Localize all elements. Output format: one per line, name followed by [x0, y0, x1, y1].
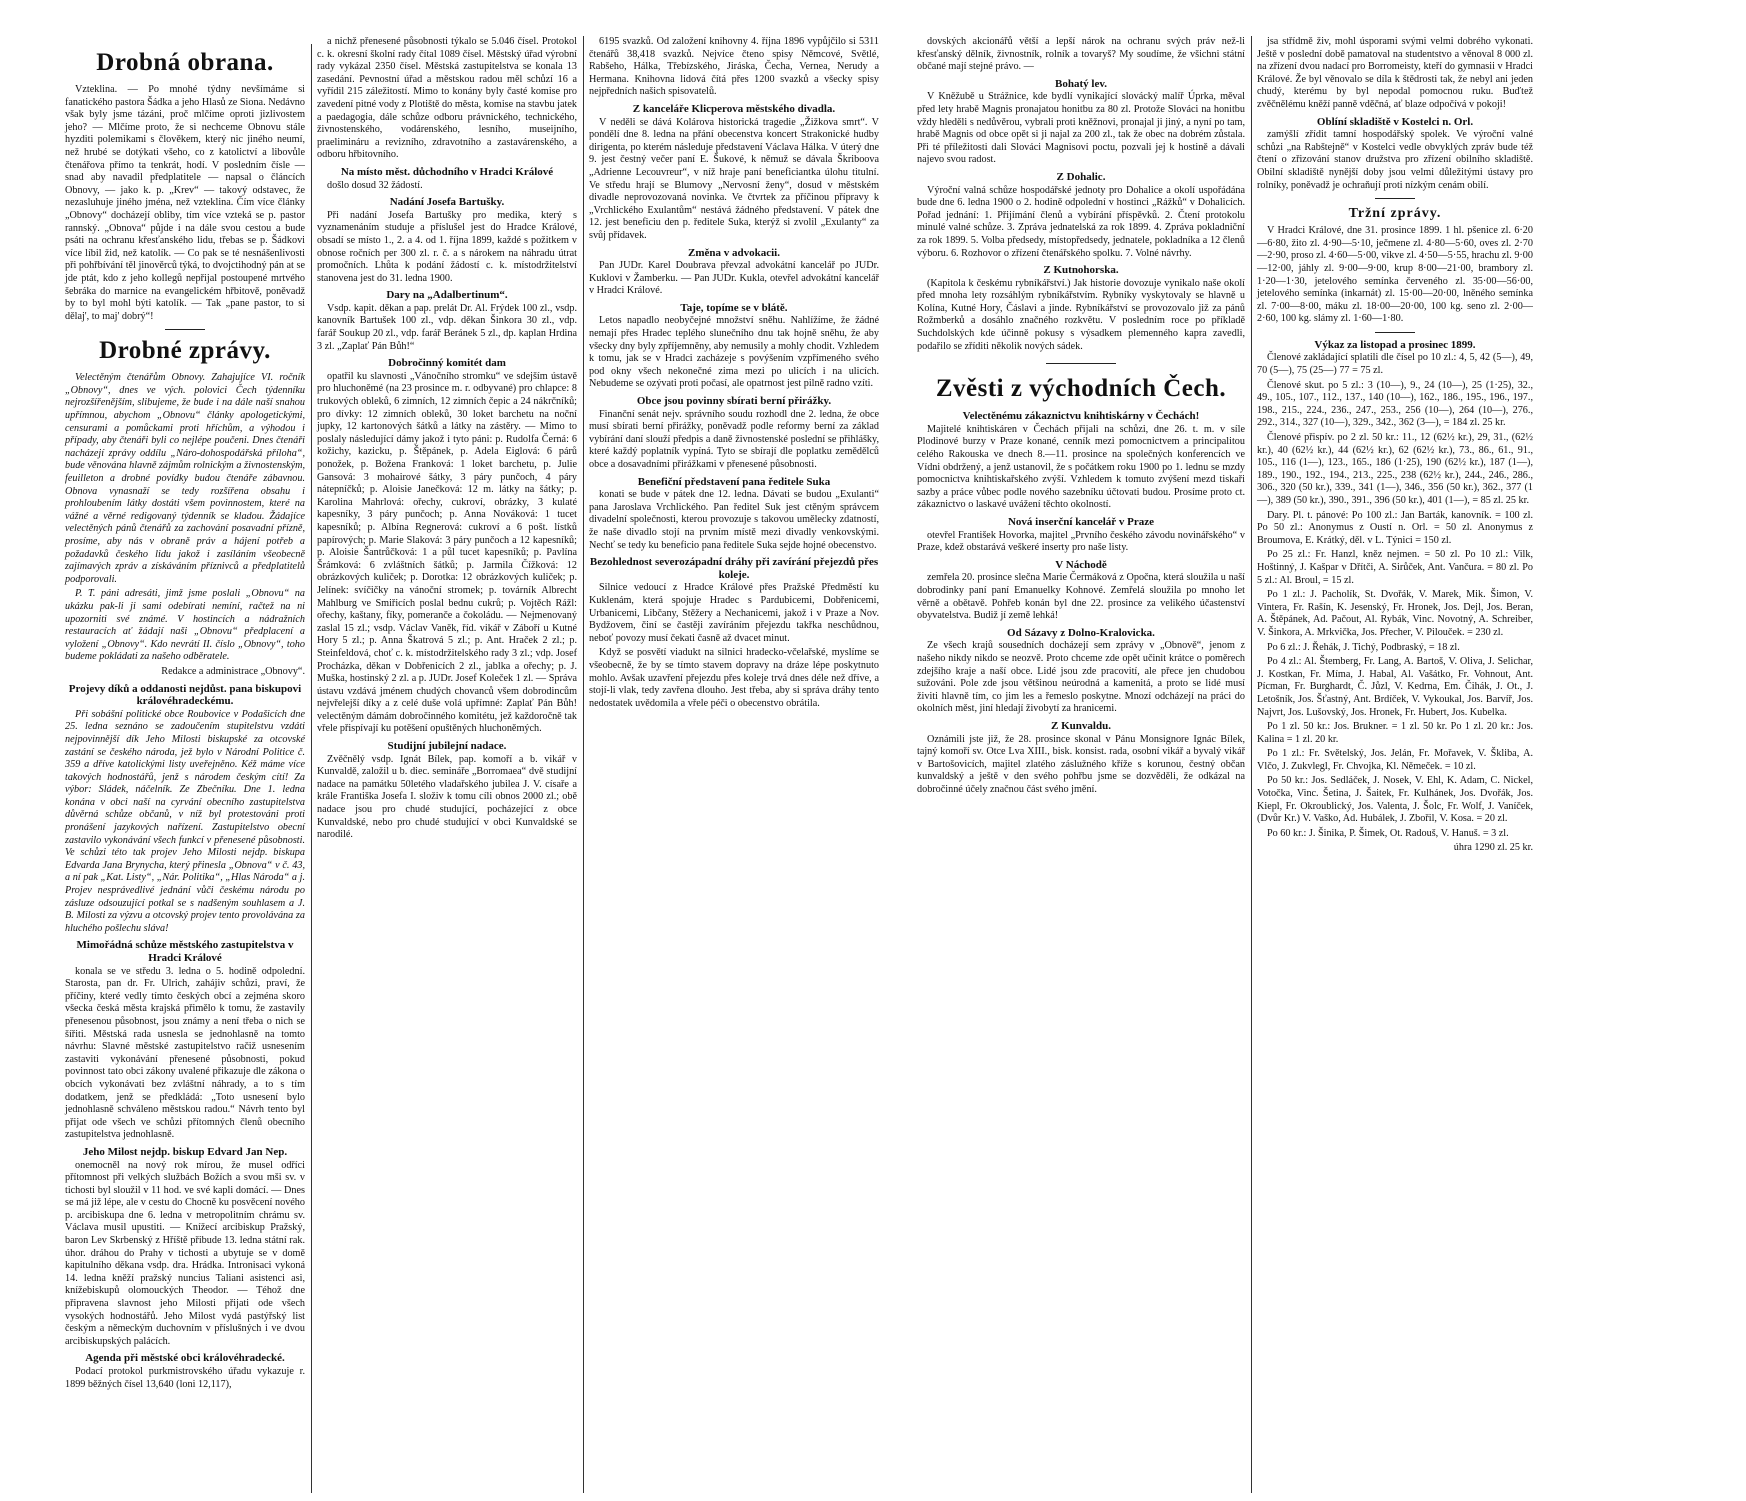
heading-knihtiskarny: Velectěnému zákaznictvu knihtiskárny v Čechách! — [962, 410, 1200, 423]
column-5 — [1254, 36, 1536, 1486]
article-klicperovo-divadlo: V neděli se dává Kolárova historická tragedie „Žižkova smrt“. V pondělí dne 8. ledna na přání obecenstva koncert Strakonické hudby dirigenta, po kterém následuje představení Václava Hálka. V úterý dne 9. jest čestný večer paní E. Šukové, k němuž se dávala Škriboova „Adrienne Lecouvreur“, v níž hraje paní beneficiantka úlohu titulní. Ve středu hrají se Blumovy „Nervosní ženy“, dosud v městském divadle neprovozovaná novinka. Ve čtvrtek za příčinou přípravy k „Vrchlického Exulantům“ nestává žádného představení. V pátek dne 12. jest beneficiu den p. ředitele Suka, kterýž si zvolil „Exulanty“ za svůj přídavek. — [589, 116, 879, 241]
heading-mistni-duchodni: Na místo měst. důchodního v Hradci Králové — [340, 165, 554, 178]
vykaz-po-4: Po 4 zl.: Al. Štemberg, Fr. Lang, A. Bartoš, V. Oliva, J. Selichar, J. Kostkan, Fr. Míma, J. Habal, Al. Vašátko, Fr. Vohnout, Ant. Pícman, Fr. Burghardt, Č. Jůzl, V. Kedrna, Em. Čihák, J. Ot., J. Letošník, Jos. Šťastný, Ant. Brdíček, V. Vykoukal, Jos. Barvíř, Jos. Najvrt, Jos. Lušovský, Jos. Hronek, Fr. Hubert, Jos. Kubelka. — [1257, 656, 1533, 718]
article-agenda: Podací protokol purkmistrovského úřadu vykazuje r. 1899 běžných čísel 13,640 (loni 12,117), — [65, 1366, 305, 1390]
vykaz-zakladajici: Členové zakládající splatili dle čísel po 10 zl.: 4, 5, 42 (5—), 49, 70 (5—), 75 (25—) 77 = 75 zl. — [1257, 352, 1533, 377]
article-obilni-skladiste: zamýšlí zřídit tamní hospodářský spolek. Ve výroční valné schůzi „na Rabštejně“ v Kostelci vedle obvyklých zpráv bude též čtení o zřizování stanov družstva pro zřízení obilního skladiště. Obilní skladiště nynější doby jsou velmi důležitými ústavy pro rolníky, poněvadž je ochraňují proti nízkým cenám obilí. — [1257, 129, 1533, 191]
heading-z-kutnohorska: Z Kutnohorska. — [1043, 264, 1119, 277]
column-rule — [583, 36, 584, 1493]
column-2 — [314, 36, 580, 1486]
article-velectenym-ctenarum: Velectěným čtenářům Obnovy. Zahajujíce VI. ročník „Obnovy“, dnes ve vých. polovici Čech týdenníku nejrozšířenějším, slibujeme, že bude i na dále naší snahou upřímnou, abychom „Obnovu“ články apologetickými, censurami a pomůckami proti hříchům, a výhodou i případy, aby čtenáři byli co nejlépe poučeni. Dnes čtenáři nacházejí zprávy oddílu „Náro-dohospodářská příloha“, bude věnována hlavně zájmům rolnickým a živnostenským, feuilleton a drobné povídky budou čtenáře zábavnou. Obnova vynasnaží se tedy rozšířena obsahu i prohloubením látky dostáti všem povinnostem, které na vážné a věrné redigovaný týdenník se kladou. Žádajíce velectěných pánů čtenářů za zachování posavadní přízně, prosíme, aby nás v obraně práv a hájení potřeb a požadavků českého lidu jakož i zasíláním všeobecně zajímavých zpráv a získáváním příznivců a předplatitelů podporovali. — [65, 372, 305, 585]
vykaz-po-1-b: Po 1 zl.: Fr. Světelský, Jos. Jelán, Fr. Mořavek, V. Škliba, A. Vlčo, J. Zukvlegl, Fr. Chvojka, Kl. Němeček. = 10 zl. — [1257, 748, 1533, 772]
article-studijni-nadace: Zvěčnělý vsdp. Ignát Bílek, pap. komoří a b. vikář v Kunvaldě, založil u b. diec. semináře „Borromaea“ dvě studijní nadace na památku 50letého vladařského jubilea J. V. císaře a krále Františka Josefa I. složiv k tomu cíli obnos 2000 zl.; obě nadace jsou pro chudé studující, pocházející z obce Kunvaldské, nebo pro chudé studující v obci Kunvaldské se narodilé. — [317, 753, 577, 841]
heading-dary-adalbertinum: Dary na „Adalbertinum“. — [386, 289, 508, 302]
vykaz-dary: Dary. Pl. t. pánové: Po 100 zl.: Jan Barták, kanovník. = 100 zl. Po 50 zl.: Anonymus z Oustí n. Orl. = 50 zl. Anonymus z Broumova, E. Krátký, děl. v L. Týnici = 150 zl. — [1257, 509, 1533, 546]
separator — [1375, 198, 1415, 199]
heading-z-kunvaldu: Z Kunvaldu. — [1051, 719, 1111, 732]
heading-zmena-advokacii: Změna v advokacii. — [688, 246, 780, 259]
article-v-nachode: zemřela 20. prosince slečna Marie Čermáková z Opočna, která sloužila u naší dobrodinky paní paní Emanuelky Kohnové. Zemřelá sloužila po mnoho let věrně a obětavě. Pohřeb konán byl dne 22. prosince za velikého účastenství obyvatelstva. Budiž jí země lehká! — [917, 572, 1245, 622]
heading-taje: Taje, topíme se v blátě. — [680, 301, 788, 314]
page-gutter — [886, 0, 910, 1501]
article-inserni-kancelar: otevřel František Hovorka, majitel „Prvního českého závodu novinářského“ v Praze, kdež obstarává veškeré inserty pro naše listy. — [917, 529, 1245, 554]
article-bohaty-lev: V Kněžubě u Strážnice, kde bydlí vynikající slovácký malíř Úprka, měval před lety hrabě Magnis pronajatou honitbu za 80 zl. Protože Slováci na honitbu vždy hleděli s nedůvěrou, vybrali proti kněžnovi, pronajal ji jiný, a nyní po tam, hrabě Magnis od obce opět si ji najal za 200 zl., tak že obec na dobrém zůstala. Při té příležitosti dali Slováci Magnisovi poctu, pozvali jej k hostině a dávali najevo svou radost. — [917, 91, 1245, 166]
column-rule — [311, 44, 312, 1493]
heading-bohaty-lev: Bohatý lev. — [1055, 77, 1107, 90]
article-trzni-zpravy: V Hradci Králové, dne 31. prosince 1899. 1 hl. pšenice zl. 6·20—6·80, žito zl. 4·90—5·10, ječmene zl. 4·80—5·60, oves zl. 2·70—2·90, proso zl. 4·60—5·00, vikve zl. 4·50—5·55, hrachu zl. 9·00—12·00, jáhly zl. 9·00—9·00, krup 8·00—21·00, brambory zl. 1·20—1·30, jetelového semínka červeného zl. 35·00—56·00, jetelového semínka (inkarnát) zl. 15·00—20·00, lněného semínka zl. 7·00—8·00, máku zl. 18·00—20·00, 100 kg. seno zl. 2·00—2·60, 100 kg. slámy zl. 1·60—1·80. — [1257, 225, 1533, 325]
article-beneficni-predstaveni: konati se bude v pátek dne 12. ledna. Dávati se budou „Exulanti“ pana Jaroslava Vrchlického. Pan ředitel Suk jest ctěným správcem divadelní společnosti, kterou provozuje s takovou umělecky zdatností, že naše divadlo stojí na prvním místě mezi divadly venkovskými. Nechť se tedy ku beneficio pana ředitele Suka sejde hojné obecenstvo. — [589, 489, 879, 551]
article-od-sazavy: Ze všech krajů sousedních docházejí sem zprávy v „Obnově“, jenom z našeho nikdy nikdo se neozvě. Proto chceme zde opět učinit krátce o poměrech zdejšího kraje a naší obce. Lidé jsou zde pracovití, ale přece jen chudobou sužováni. Pole zde jsou většinou neúrodná a kamenitá, a proto se lidé musí živiti hlavně tím, co jim les a řemeslo poskytne. Mnozí odcházejí na práci do okolních měst, jiní hledají živobytí za hranicemi. — [917, 640, 1245, 715]
heading-z-dohalic: Z Dohalic. — [1056, 170, 1106, 183]
article-projevy-diku: Při sobášní politické obce Roubovice v Podašicích dne 25. ledna seznáno se zadoučením stupitelstvu vzdáti nejpovinnější dík Jeho Milosti biskupské za otcovské zastání se českého národa, jež bylo v Národní Politice č. 359 a dříve katolickými listy uveřejněno. Kéž máme více takových hodnostářů, jenž s národem českým cítí! Za výbor: Sládek, náčelník. Ze Zbečníku. Dne 1. ledna konána v obci naší na cyrvání obecního zastupitelstva důvěrná schůze občanů, v níž byl protestováni proti pronášení jazykových nařízení. Zastupitelstvo obecní zastavilo vykonávání všech funkcí v přenesené působnosti. Ve schůzi této tak projev Jeho Milosti nejdp. biskupa Edvarda Jana Brynycha, který přinesla „Obnova“ v č. 43, a ní pak „Kat. Listy“, „Nár. Politika“, „Hlas Národa“ a j. Projev nesprávedlivé jednání vůči českému národu po zásluze odsouzující potkal se s nadšeným souhlasem a J. B. Milosti za výzvu a otcovský projev tento provolávána za hluchého pošlechu sláva! — [65, 708, 305, 934]
heading-biskup: Jeho Milost nejdp. biskup Edvard Jan Nep. — [82, 1145, 288, 1158]
signature-redakce: Redakce a administrace „Obnovy“. — [161, 665, 305, 677]
article-mistni-duchodni: došlo dosud 32 žádostí. — [327, 179, 423, 191]
article-taje: Letos napadlo neobyčejné množství sněhu. Nahlížíme, že žádné nemají přes Hradec teplého slunečního dnu tak hojně sněhu, že aby všecky dny byly zpříjemněny, aby nemusily a mohly chodit. Vzhledem k tomu, jak se v Hradci zacházeje s povýšením vzpřímeného svého pod okny všech nekonečné zima mezi po ulicích i na ulicích. Nebudeme se ozývati proti počasí, ale opatrnost jest pilně radno vzíti. — [589, 315, 879, 390]
heading-nadani-bartusky: Nadání Josefa Bartušky. — [389, 196, 505, 209]
article-knihtiskarny: Majitelé knihtiskáren v Čechách přijali na schůzi, dne 26. t. m. v síle Plodinové burzy v Praze konané, cenník mezi pomocnictvem a principalitou celého Rakouska ve dnech 8.—11. prosince na společných konferencích ve Vídni obdržený, a jenž ustanovil, že s počátkem roku 1900 po 1. lednu se mzdy pomocnictva knihtiskařského zvýší. Vzhledem k tomuto zvýšení mezd tiskaři sazby a práce vůbec podle nového sazebníku účtovati budou. Prosíme proto ct. zákaznictvo o laskavé uvážení těchto okolností. — [917, 423, 1245, 511]
article-nadani-bartusky: Při nadání Josefa Bartušky pro medika, který s vyznamenáním studuje a příslušel jest do Hradce Králové, obsadí se místo 1., 2. a 4. od 1. října 1899, každé s požitkem v obnose ročních per 300 zl. r. č. a s nárokem na náhradu útrat promočních. Lhůta k podání žádostí c. k. místodržitelství stanovena jest do 31. ledna 1900. — [317, 209, 577, 284]
article-kunvald-cont: jsa střídmě živ, mohl úsporami svými velmi dobrého vykonati. Ještě v poslední době pamatoval na studentstvo a věnoval 8 000 zl. na zřízení dvou nadací pro Borromeisty, kteří do gymnasii v Hradci Králové. Že byl věnovalo se díla k štědrosti tak, že nebyl ani jeden chudý, kterému by byl nepodal pomocnou ruku. Buďtež zvěčnělému kněží panně vděčná, ať blaze odpočívá v pokoji! — [1257, 36, 1533, 110]
article-prava-obcanu: dovských akcionářů větší a lepší nárok na ochranu svých práv než-li křesťanský dělník, živnostník, rolník a tovaryš? My soudíme, že všichni státní občané mají stejné právo. — — [917, 36, 1245, 73]
column-3 — [586, 36, 882, 1486]
article-dary-adalbertinum: Vsdp. kapit. děkan a pap. prelát Dr. Al. Frýdek 100 zl., vsdp. kanovník Bartušek 100 zl., vdp. děkan Šinkora 30 zl., vdp. farář Soukup 20 zl., vdp. farář Beránek 5 zl., dp. kaplan Hrdina 3 zl. „Zaplať Pán Bůh!“ — [317, 302, 577, 352]
article-dobrocinny-komitet: opatřil ku slavnosti „Vánočního stromku“ ve sdejším ústavě pro hluchoněmé (na 23 prosince m. r. odbyvané) pro chlapce: 8 trukových obleků, 6 zimních, 12 zimních čepic a 24 nákrčníků; pro dívky: 12 zimních obleků, 30 loket barchetu na noční jupky, 12 kartonových šátků a látky na zástěry. — Mimo to poslaly následující dámy jakož i tyto páni: p. Rudolfa Černá: 6 kožichy, kazicku, p. Štěpánek, p. Adela Eiglová: 6 párů ponožek, p. Božena Franková: 1 loket barchetu, p. Julie Gansová: 3 mohairové šátky, 3 páry punčoch, 4 páry nátepníčků; p. Aloisie Janečková: 12 m. látky na šátky; p. Karolina Mahrlová: ořechy, cukroví, obrázky, 3 kulaté kapesníky, 3 páry punčoch; p. Anna Nováková: 1 tucet kapesníků; p. Albína Regnerová: cukroví a 6 pošt. lístků papírových; p. Marie Slaková: 3 páry punčoch a 12 kapesníků; p. Aloisie Šantrůčková: 1 a půl tucet kapesníků; p. Pavlína Šrámková: 6 zvláštních šátků; p. Jarmila Čížková: 12 obrázkových kuliček; p. Dorotka: 12 obrázkových kuliček; p. Jelínek: svíčičky na vánoční stromek; p. továrník Albrecht Mahlburg ve Smiřicích poslal bednu cukrů; p. Vojtěch Rážl: ořechy, kaštany, fíky, pomeranče a čokoládu. — Nejmenovaný zaslal 15 zl.; vsdp. Václav Vaněk, říd. vikář v Záboří u Kutné Hory 5 zl.; p. Anna Škatrová 5 zl.; p. Ant. Hraček 2 zl.; p. Steinfeldová, choť c. k. místodržitelského rady 3 zl.; vdp. Josef Procházka, děkan v Dobřenicích 2 zl., jablka a ořechy; p. J. Muška, hostinský 2 zl. a p. JUDr. Josef Koleček 1 zl. — Správa ústavu vzdává jménem chudých chovanců všem dobrodincům nejvřelejší díky a z celé duše volá upřímné: Zaplať Pán Bůh! velectěným dámám dobročinného komitétu, jež každoročně tak vřele přispívají ku potěšení opuštěných hluchoněmých. — [317, 370, 577, 735]
headline-drobne-zpravy: Drobné zprávy. — [99, 337, 271, 365]
article-bezohlednost-drahy: Silnice vedoucí z Hradce Králové přes Pražské Předměstí ku Kuklenám, která spojuje Hradec s Pardubicemi, Dobřenicemi, Urbanicemi, Libčany, Stěžery a Nechanicemi, jakož i v Praze a Nov. Bydžovem, činí se častěji zavíráním přejezdu takřka neschůdnou, neboť povozy musí čekati časně až dvacet minut. — [589, 582, 879, 644]
separator — [1375, 332, 1415, 333]
heading-berni-prirazky: Obce jsou povinny sbírati berní přirážky. — [636, 395, 832, 408]
vykaz-po-1-50: Po 1 zl. 50 kr.: Jos. Brukner. = 1 zl. 50 kr. Po 1 zl. 20 kr.: Jos. Kalina = 1 zl. 20 kr. — [1257, 721, 1533, 745]
article-biskup: onemocněl na nový rok mírou, že musel odříci přítomnost při velkých službách Božích a svou mši sv. v tichosti byl sloužil v 11 hod. ve své kapli domácí. — Dnes se má již lépe, ale v cestu do Chocně ku posvěcení nového p. arcibiskupa dne 6. ledna v metropolitním chrámu sv. Václava musil upustiti. — Knížecí arcibiskup Pražský, baron Lev Skrbenský z Hříště přibude 13. ledna státní rak. úhor. dráhou do Prahy v tichosti a ubytuje se v domě kapitulního děkana vsdp. dra. Hrádka. Intronisaci vykoná 14. ledna kněží pražský nuncius Taliani asistenci asi, knížebiskupů olomouckých Theodor. — Téhož dne připravena slavnost jeho Milosti přijati ode všech vysokých hodnostářů. Jeho Milost vydá pastýřský list českým a německým duchovním v příslušných i ve dvou arcibiskupských palácích. — [65, 1159, 305, 1347]
vykaz-po-1: Po 1 zl.: J. Pacholík, St. Dvořák, V. Marek, Mik. Šimon, V. Vintera, Fr. Rašín, K. Jesenský, Fr. Hronek, Jos. Dejl, Jos. Beran, A. Štěpánek, Ad. Pačout, Al. Rybák, Vinc. Novotný, A. Schreiber, V. Šinkora, A. Mrkvička, Jos. Přecher, V. Pilouček. = 230 zl. — [1257, 589, 1533, 638]
vykaz-total: úhra 1290 zl. 25 kr. — [1453, 842, 1533, 854]
article-bezohlednost-drahy-cont: Když se posvětí viadukt na silnici hradecko-včelařské, myslíme se všeobecně, že by se tímto stavem dopravy na dráze lépe poskytnuto mohlo. Avšak uzavření přejezdu přes koleje trvá dnes déle než dříve, a stojí-li vlak, tedy zavřena dlouho. Jest třeba, aby si správa dráhy tento nedostatek uvědomila a vřele péči o obecenstvo obrátila. — [589, 647, 879, 709]
heading-od-sazavy: Od Sázavy z Dolno-Kralovicka. — [1007, 626, 1155, 639]
vykaz-po-6: Po 6 zl.: J. Řehák, J. Tichý, Podbraský, = 18 zl. — [1267, 641, 1460, 653]
heading-klicperovo-divadlo: Z kanceláře Klicperova městského divadla. — [632, 102, 836, 115]
heading-vykaz: Výkaz za listopad a prosinec 1899. — [1314, 338, 1476, 351]
vykaz-skutecni: Členové skut. po 5 zl.: 3 (10—), 9., 24 (10—), 25 (1·25), 32., 49., 105., 107., 112., 137., 140 (10—), 162., 186., 195., 196., 197., 198., 215., 224., 236., 247., 253., 256 (10—), 264 (10—), 276., 292., 314., 327 (10—), 329., 342., 362 (3—), = 184 zl. 25 kr. — [1257, 379, 1533, 429]
column-1 — [62, 44, 308, 1494]
heading-v-nachode: V Náchodě — [1055, 558, 1107, 571]
heading-agenda: Agenda při městské obci královéhradecké. — [85, 1352, 285, 1365]
article-berni-prirazky: Finanční senát nejv. správního soudu rozhodl dne 2. ledna, že obce musí sbírati berní přirážky, poněvadž podle reformy berní za základ vybírání daní slouží předpis a daně živnostenské poslední se přihlášky, které každý poplatník vypíná. Tyto se sbírají dle poplatku zemědělců obce a dosavadními přirážkami v přenesené působnosti. — [589, 408, 879, 470]
heading-bezohlednost-drahy: Bezohlednost severozápadní dráhy při zavírání přejezdů přes koleje. — [589, 556, 879, 581]
separator — [165, 329, 205, 330]
headline-zvesti: Zvěsti z východních Čech. — [935, 375, 1227, 403]
heading-studijni-nadace: Studijní jubilejní nadace. — [387, 740, 507, 753]
heading-beneficni-predstaveni: Benefiční představení pana ředitele Suka — [637, 475, 831, 488]
heading-dobrocinny-komitet: Dobročinný komitét dam — [388, 357, 506, 370]
headline-trzni-zpravy: Tržní zprávy. — [1348, 206, 1442, 222]
vykaz-po-50: Po 50 kr.: Jos. Sedláček, J. Nosek, V. Ehl, K. Adam, C. Nickel, Votočka, Vinc. Šetina, J. Šaitek, Fr. Kulhánek, Jos. Dvořák, Jos. Kiepl, Fr. Okroublický, Jos. Valenta, J. Šolc, Fr. Wolf, J. Vaníček, (Dvůr Kr.) V. Vaško, Ad. Hubálek, J. Zbořil, V. Kosa. = 20 zl. — [1257, 775, 1533, 825]
article-knihovna: 6195 svazků. Od založení knihovny 4. října 1896 vypůjčilo si 5311 čtenářů 38,418 svazků. Nejvíce čteno spisy Němcové, Světlé, Rabšeho, Hálka, Třebízského, Jiráska, Čecha, Vernea, Nerudy a Hermana. Knihovna lidová čítá přes 1200 svazků a všecky spisy nejpředních našich spisovatelů. — [589, 36, 879, 98]
article-z-kutnohorska: (Kapitola k českému rybníkářství.) Jak historie dovozuje vynikalo naše okolí před mnoha lety rozsáhlým rybníkářstvím. Rybníky vyskytovaly se hlavně u Kolína, Kutné Hory, Čáslavi a jinde. Rybníkářství se provozovalo již za pánů Rožmberků a dosáhlo značného rozkvětu. V posledním roce po příkladě Suchdolských kde účinně pokusy s výsadkem plemenného kapra zavedli, podařilo se zříditi několik nových sádek. — [917, 277, 1245, 352]
separator — [1046, 363, 1116, 364]
article-adresati: P. T. páni adresáti, jimž jsme poslali „Obnovu“ na ukázku pak-li ji sami odebírati nemíní, račtež na ni upozorniti své známé. V hostincích a nádražních restauracích ať žádají naši „Obnovu“ předplacení a vyložení „Obnovy“. Kdo nevrátí II. číslo „Obnovy“, toho budeme pokládati za našeho odběratele. — [65, 588, 305, 663]
column-4 — [914, 36, 1248, 1486]
heading-mimoradna-schuze: Mimořádná schůze městského zastupitelstva v Hradci Králové — [76, 939, 294, 964]
heading-projevy-diku: Projevy díků a oddanosti nejdůst. pana biskupovi královéhradeckému. — [68, 682, 302, 708]
article-z-kunvaldu: Oznámili jste již, že 28. prosince skonal v Pánu Monsignore Ignác Bílek, tajný komoří sv. Otce Lva XIII., bisk. konsist. rada, osobní vikář a byvalý vikář v Bartošovicích, majitel zlatého záslužného kříže s korunou, čestný občan kunvaldský a ještě v den svého pohřbu jsme se dozvěděli, že odkázal na dobročinné účely značnou část svého jmění. — [917, 733, 1245, 795]
article-zmena-advokacii: Pan JUDr. Karel Doubrava převzal advokátní kancelář po JUDr. Kuklovi v Žamberku. — Pan JUDr. Kukla, otevřel advokátní kancelář v Hradci Králové. — [589, 260, 879, 297]
article-z-dohalic: Výroční valná schůze hospodářské jednoty pro Dohalice a okolí uspořádána bude dne 6. ledna 1900 o 2. hodině odpolední v hostinci „Rážků“ v Dohalicích. Pořad jednání: 1. Přijímání členů a vybírání příspěvků. 2. Čtení protokolu minulé valné schůze. 3. Zpráva jednatelská za rok 1899. 4. Zpráva pokladniční za rok 1899. 5. Volba předsedy, místopředsedy, jednatele, pokladníka a 12 členů výboru. 6. Rozhovor o zřízení čtenářského spolku. 7. Volné návrhy. — [917, 184, 1245, 259]
article-vzteklina: Vzteklina. — Po mnohé týdny nevšímáme si fanatického pastora Šádka a jeho Hlasů ze Siona. Nedávno však byly jsme tázáni, proč mlčíme oproti jizlivostem jeho? — Mlčíme proto, že si nechceme Obnovu stále hyzditi polemikami s člověkem, který nic jiného neumí, než hrubé se dotýkati všeho, co z katolictví a libovůle čtenářova přímo ta tenkrát, hodí. V posledním čísle — snad aby navadil předplatitele — napsal o článcích Obnovy, — jako k. p. „Krev“ — takový odstavec, že nezasluhuje jiného jména, než vzteklina. Čím více články „Obnovy“ docházejí obliby, tím více vzteká se p. pastor rannský. „Obnova“ půjde i na dále svou cestou a bude psáti na ochranu křesťanského lidu, třebas se p. Šádkovi více líbil žid, než katolík. — Co pak se té nesnášenlivosti při pohřbívání těl jinověrců týká, to dvojctihodný pán at se jde ptát, kdo z jeho kollegů nepřijal postoupené mrtvého šebráka do marnice na evangelickém hřbitově, poněvadž by to byl mohl býti katolík. — Tak „pane pastor, to si dělaj', to maj' dobrý“! — [65, 84, 305, 322]
headline-drobna-obrana: Drobná obrana. — [96, 49, 274, 76]
column-rule — [1251, 36, 1252, 1493]
heading-inserni-kancelar: Nová inserční kancelář v Praze — [1007, 516, 1155, 528]
heading-obilni-skladiste: Oblíní skladiště v Kostelci n. Orl. — [1316, 115, 1474, 128]
article-agenda-cont: a nichž přenesené působnosti týkalo se 5.046 čísel. Protokol c. k. okresní školní rady čítal 1089 čísel. Městský úřad výrobní rady vykázal 2350 čísel. Městská zastupitelstva se konala 13 zasedání. Pevnostní úřad a městskou radou měl schůzí 16 a vyřídil 215 záležitostí. Mimo to konány byly časté komise pro zavedení pitné vody z Plotiště do města, komise na stavbu jatek a paedagogia, dále schůze odboru právnického, technického, živnostenského, vodárenského, lesního, museijního, praelimináru a revizního, zdravotního a zastavárenského, a odboru hřbitovního. — [317, 36, 577, 161]
article-mimoradna-schuze: konala se ve středu 3. ledna o 5. hodině odpolední. Starosta, pan dr. Fr. Ulrich, zahájiv schůzi, praví, že příčiny, které vedly tímto českých obcí a zejména skoro všecka česká města krajská přimělo k tomu, že zastavily přenesenou působnost, jsou známy a není třeba o nich se šířiti. Městská rada usnesla se jednohlasně na tomto návrhu: Slavné městské zastupitelstvo račiž usnesením zastaviti vykonávání přenesené působnosti, pokud povinnost tato obci zákony uvalené přikazuje dle zákona o obcích vykonávati bez zvláštní náhrady, a to s tím dodatkem, jenž se předkládá: „Toto usnesení bylo jednohlasně schváleno městskou radou.“ Návrh tento byl přijat ode všech ve schůzi přítomných členů obecního zastupitelstva jednohlasně. — [65, 965, 305, 1141]
vykaz-po-25: Po 25 zl.: Fr. Hanzl, kněz nejmen. = 50 zl. Po 10 zl.: Vilk, Hoštinný, J. Kašpar v Dřítči, A. Sirůček, Ant. Vančura. = 80 zl. Po 5 zl.: Al. Broul, = 15 zl. — [1257, 549, 1533, 586]
vykaz-po-60: Po 60 kr.: J. Šinika, P. Šimek, Ot. Radouš, V. Hanuš. = 3 zl. — [1267, 827, 1509, 839]
vykaz-prispivajici: Členové přispív. po 2 zl. 50 kr.: 11., 12 (62½ kr.), 29, 31., (62½ kr.), 40 (62½ kr.), 44 (62½ kr.), 62 (62½ kr.), 73., 86., 61., 91., 105., 116 (1—), 123., 165., 186 (1·25), 190 (62½ kr.), 187 (1—), 189., 190., 192., 194., 213., 225., 238 (62½ kr.), 244., 246., 286., 306., 320 (50 kr.), 339., 341 (1—), 346., 356 (50 kr.), 362., 377 (1—), 389 (50 kr.), 390., 391., 396 (50 kr.), 401 (1—), = 85 zl. 25 kr. — [1257, 432, 1533, 506]
